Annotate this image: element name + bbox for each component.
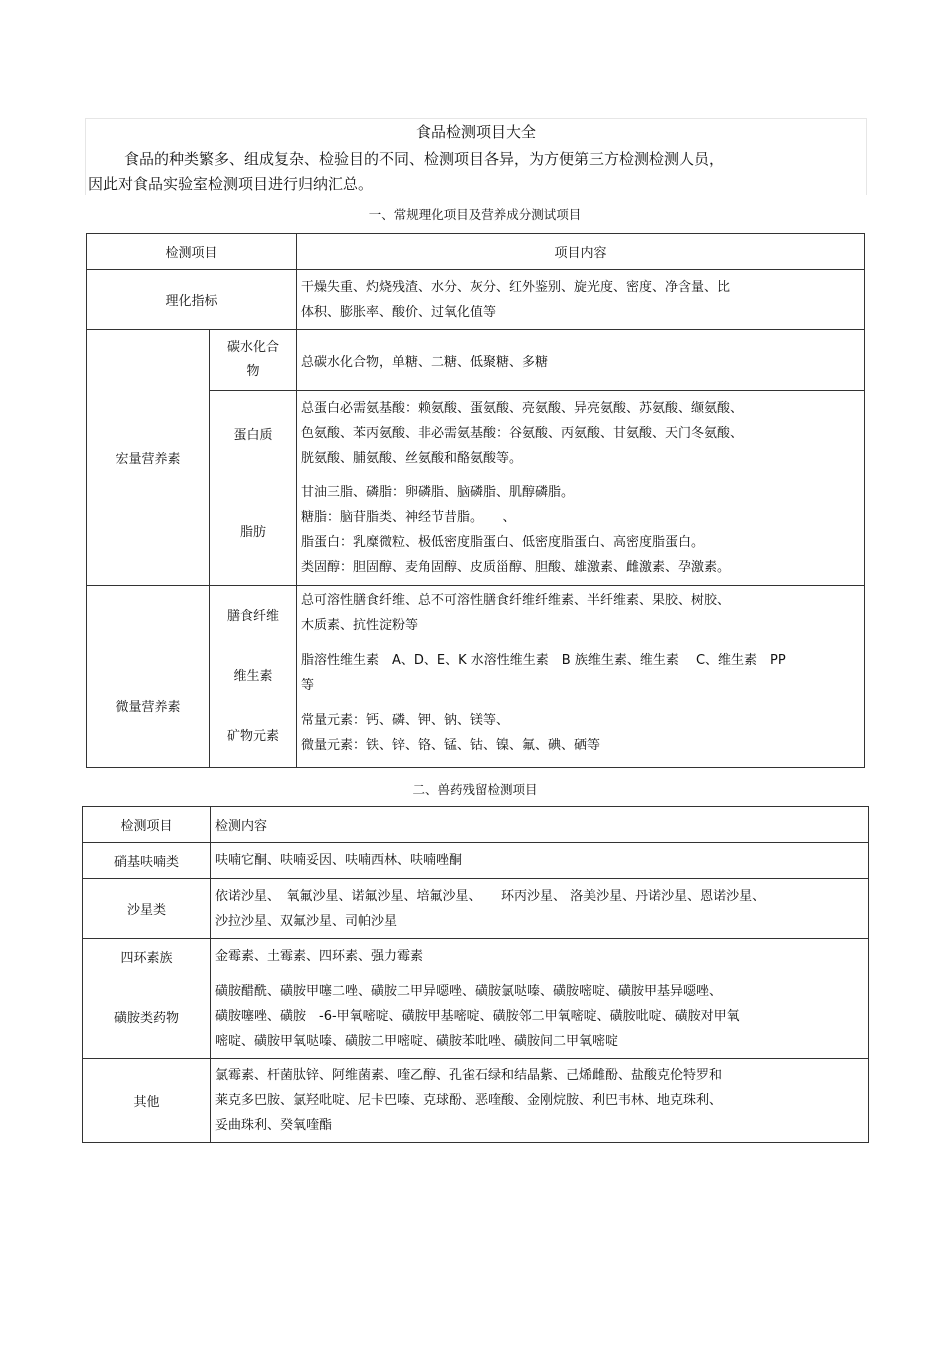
table-row (83, 879, 869, 939)
table-row (83, 1059, 869, 1143)
row-content (211, 939, 869, 975)
table-row (83, 843, 869, 879)
header-item: 检测项目 (83, 807, 211, 843)
row-label (210, 330, 297, 391)
row-label: 维生素 (233, 668, 273, 684)
content-line: 糖脂：脑苷脂类、神经节昔脂。 、 (301, 510, 516, 526)
section-2-title: 二、兽药残留检测项目 (412, 782, 538, 797)
content-line: 磺胺醋酰、磺胺甲噻二唑、磺胺二甲异噁唑、磺胺氯哒嗪、磺胺嘧啶、磺胺甲基异噁唑、 (215, 983, 723, 999)
header-item: 检测项目 (87, 234, 297, 270)
content-line: 金霉素、土霉素、四环素、强力霉素 (215, 949, 424, 965)
row-label: 蛋白质 (210, 391, 297, 476)
row-content (297, 586, 865, 768)
content-line: 妥曲珠利、癸氧喹酯 (215, 1118, 333, 1133)
content-line: 嘧啶、磺胺甲氧哒嗪、磺胺二甲嘧啶、磺胺苯吡唑、磺胺间二甲氧嘧啶 (215, 1033, 619, 1049)
row-content (297, 391, 865, 476)
row-label: 矿物元素 (227, 728, 280, 744)
table-row (87, 330, 865, 391)
content-line: 沙拉沙星、双氟沙星、司帕沙星 (215, 913, 398, 929)
vet-drug-table (82, 806, 869, 1143)
row-label-stack (210, 586, 297, 768)
content-line: 胱氨酸、脯氨酸、丝氨酸和酪氨酸等。 (301, 450, 523, 466)
row-label: 硝基呋喃类 (83, 843, 211, 879)
content-line: 总蛋白必需氨基酸：赖氨酸、蛋氨酸、亮氨酸、异亮氨酸、苏氨酸、缬氨酸、 (301, 400, 744, 416)
row-label: 四环素族 (83, 939, 211, 975)
content-line: 干燥失重、灼烧残渣、水分、灰分、红外鉴别、旋光度、密度、净含量、比 (301, 279, 731, 295)
content-line: 脂溶性维生素 A、D、E、K 水溶性维生素 B 族维生素、维生素 C、维生素 PP (301, 653, 786, 668)
row-label: 沙星类 (83, 879, 211, 939)
content-line: 木质素、抗性淀粉等 (301, 618, 419, 633)
row-content (211, 975, 869, 1059)
row-label-line: 碳水化合 (227, 340, 280, 355)
header-content: 项目内容 (297, 234, 865, 270)
row-content (211, 879, 869, 939)
row-content: 总碳水化合物，单糖、二糖、低聚糖、多糖 (297, 330, 865, 391)
intro-block (85, 118, 867, 195)
table-row (83, 939, 869, 975)
content-block (301, 586, 860, 646)
content-line: 微量元素：铁、锌、铬、锰、钴、镍、氟、碘、硒等 (301, 738, 601, 753)
content-block (301, 706, 860, 766)
table-row (87, 270, 865, 330)
table-row (83, 975, 869, 1059)
row-label: 磺胺类药物 (83, 975, 211, 1059)
content-line: 依诺沙星、 氧氟沙星、诺氟沙星、培氟沙星、 环丙沙星、 洛美沙星、丹诺沙星、恩诺沙星、 (215, 888, 766, 904)
group-label-macro: 宏量营养素 (87, 330, 210, 586)
content-line: 脂蛋白：乳糜微粒、极低密度脂蛋白、低密度脂蛋白、高密度脂蛋白。 (301, 535, 705, 551)
group-label-micro: 微量营养素 (87, 586, 210, 768)
content-line: 常量元素：钙、磷、钾、钠、镁等、 (301, 713, 510, 728)
row-label-line: 物 (246, 364, 260, 379)
content-line: 磺胺噻唑、磺胺 -6-甲氧嘧啶、磺胺甲基嘧啶、磺胺邻二甲氧嘧啶、磺胺吡啶、磺胺对甲氧 (215, 1008, 740, 1024)
row-label: 其他 (83, 1059, 211, 1143)
content-block (301, 646, 860, 706)
row-label: 理化指标 (87, 270, 297, 330)
content-line: 等 (301, 678, 315, 693)
content-line: 甘油三脂、磷脂：卵磷脂、脑磷脂、肌醇磷脂。 (301, 485, 575, 501)
section-1-title: 一、常规理化项目及营养成分测试项目 (368, 207, 582, 222)
content-line: 呋喃它酮、呋喃妥因、呋喃西林、呋喃唑酮 (215, 853, 463, 868)
row-content (211, 1059, 869, 1143)
header-content: 检测内容 (211, 807, 869, 843)
table-header-row (83, 807, 869, 843)
nutrition-table (86, 233, 865, 768)
content-line: 莱克多巴胺、氯羟吡啶、尼卡巴嗪、克球酚、恶喹酸、金刚烷胺、利巴韦林、地克珠利、 (215, 1093, 723, 1108)
table-row (87, 586, 865, 768)
table-header-row (87, 234, 865, 270)
row-label: 脂肪 (210, 476, 297, 586)
intro-line-1: 食品的种类繁多、组成复杂、检验目的不同、检测项目各异，为方便第三方检测检测人员， (124, 150, 725, 168)
row-content (211, 843, 869, 879)
content-line: 氯霉素、杆菌肽锌、阿维菌素、喹乙醇、孔雀石绿和结晶紫、己烯雌酚、盐酸克伦特罗和 (215, 1068, 723, 1083)
content-line: 色氨酸、苯丙氨酸、非必需氨基酸：谷氨酸、丙氨酸、甘氨酸、天门冬氨酸、 (301, 425, 744, 441)
intro-line-2: 因此对食品实验室检测项目进行归纳汇总。 (88, 175, 374, 193)
row-content (297, 476, 865, 586)
content-line: 类固醇：胆固醇、麦角固醇、皮质甾醇、胆酸、雄激素、雌激素、孕激素。 (301, 560, 731, 576)
row-content (297, 270, 865, 330)
page-title: 食品检测项目大全 (415, 123, 536, 141)
content-line: 总可溶性膳食纤维、总不可溶性膳食纤维纤维素、半纤维素、果胶、树胶、 (301, 593, 731, 608)
row-label: 膳食纤维 (227, 608, 280, 624)
content-line: 体积、膨胀率、酸价、过氧化值等 (301, 304, 497, 320)
